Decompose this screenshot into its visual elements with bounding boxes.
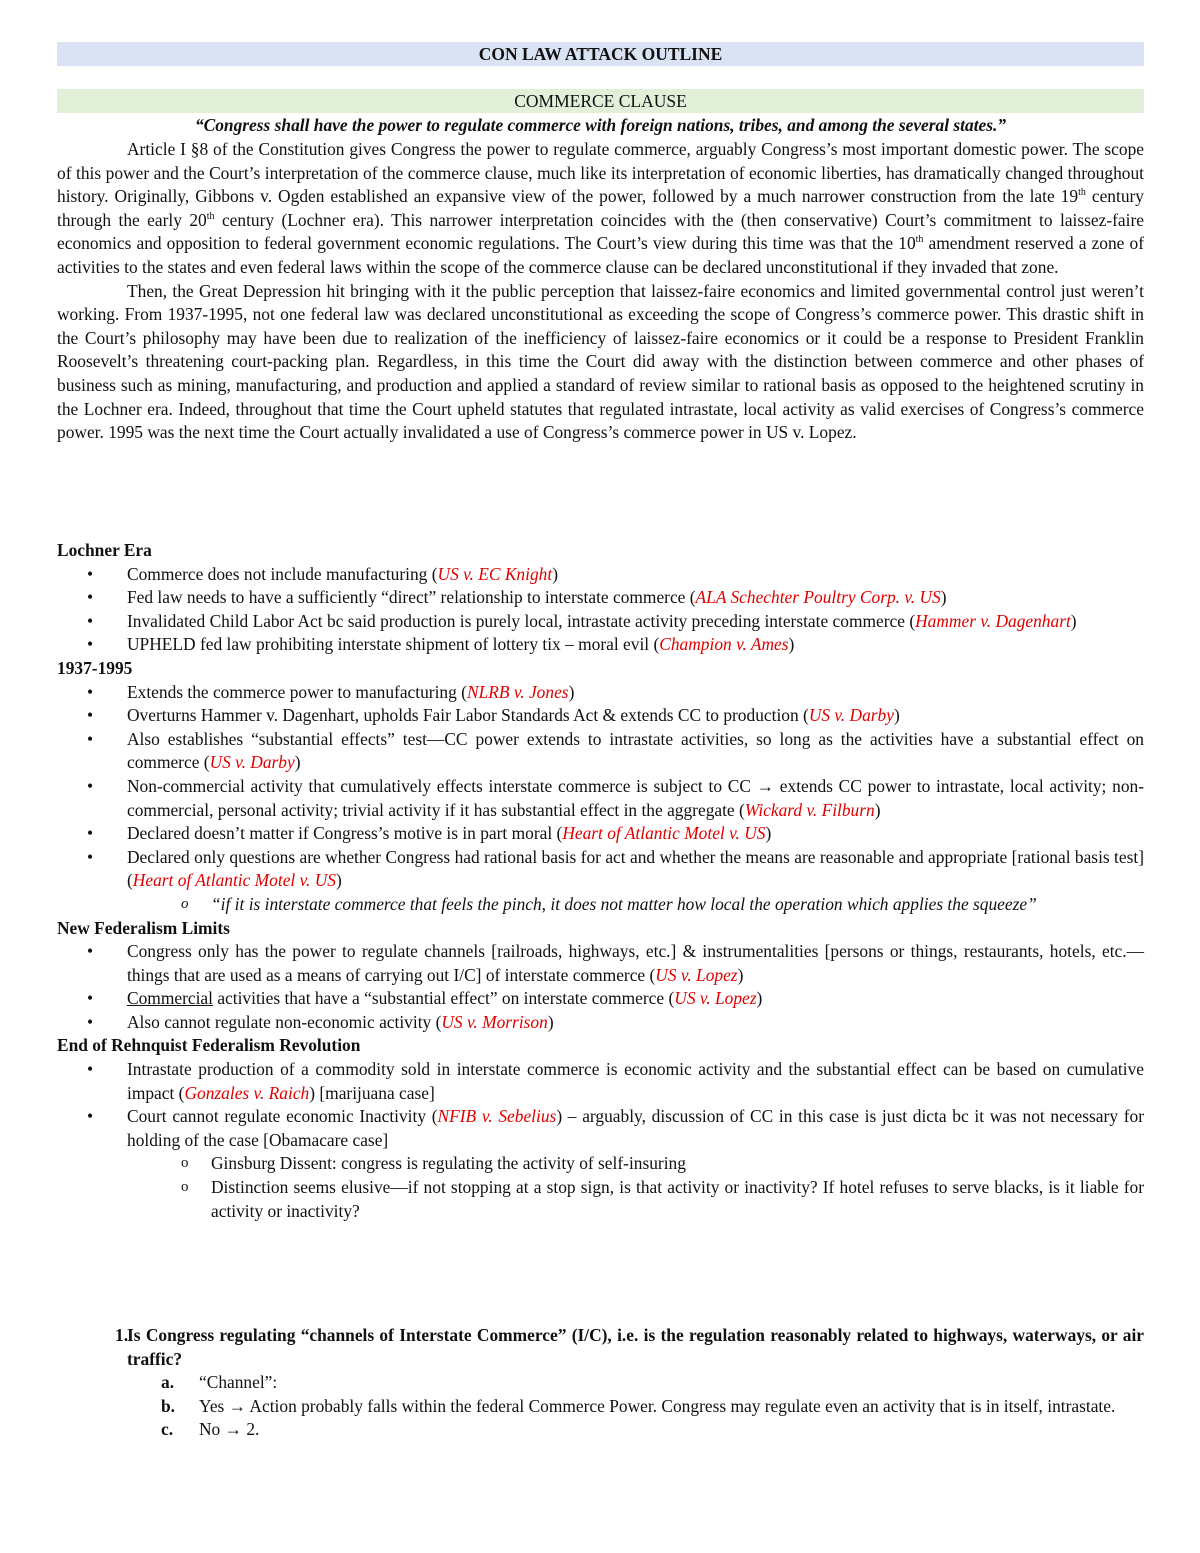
rehnquist-list (57, 1058, 1144, 1223)
list-item: • Invalidated Child Labor Act bc said production is purely local, intrastate activity preceding interstate commerce (Hammer v. Dagenhart) (57, 610, 1144, 634)
case-citation: Gonzales v. Raich (184, 1082, 310, 1103)
question-text: Is Congress regulating “channels of Interstate Commerce” (I/C), i.e. is the regulation reasonably related to highways, waterways, or air traffic? (127, 1325, 1144, 1369)
list-item: • Declared only questions are whether Congress had rational basis for act and whether the means are reasonable and appropriate [rational basis test] (Heart of Atlantic Motel v. US) o “if it is interstate commerce that feels the pinch, it does not matter how local the operation which applies the squeeze” (57, 846, 1144, 917)
list-item: • Congress only has the power to regulate channels [railroads, highways, etc.] & instrumentalities [persons or things, restaurants, hotels, etc.—things that are used as a means of carrying out I/C] of interstate commerce (US v. Lopez) (57, 940, 1144, 987)
case-citation: Hammer v. Dagenhart (915, 610, 1071, 631)
list-item: • UPHELD fed law prohibiting interstate shipment of lottery tix – moral evil (Champion v. Ames) (57, 633, 1144, 657)
question-number: 1. (115, 1325, 129, 1345)
list-item: • Court cannot regulate economic Inactivity (NFIB v. Sebelius) – arguably, discussion of CC in this case is just dicta bc it was not necessary for holding of the case [Obamacare case] o Ginsburg Dissent: congress is regulating the activity of self-insuring o Distinction seems elusive—if not stopping at a stop sign, is that activity or inactivity? If hotel refuses to serve blacks, is it liable for activity or inactivity? (57, 1105, 1144, 1223)
case-citation: US v. Lopez (674, 988, 757, 1009)
list-item: • Declared doesn’t matter if Congress’s motive is in part moral (Heart of Atlantic Motel v. US) (57, 822, 1144, 846)
case-citation: Heart of Atlantic Motel v. US (562, 823, 766, 844)
case-citation: Champion v. Ames (659, 634, 789, 655)
list-item: • Also cannot regulate non-economic activity (US v. Morrison) (57, 1011, 1144, 1035)
list-item: • Also establishes “substantial effects” test—CC power extends to intrastate activities, so long as the activities have a substantial effect on commerce (US v. Darby) (57, 728, 1144, 775)
case-citation: US v. Lopez (655, 964, 738, 985)
question-sub-items (127, 1371, 1144, 1442)
case-outline (57, 539, 1144, 1223)
heading-rehnquist: End of Rehnquist Federalism Revolution (57, 1035, 361, 1056)
list-item: • Overturns Hammer v. Dagenhart, upholds Fair Labor Standards Act & extends CC to production (US v. Darby) (57, 704, 1144, 728)
sub-list-item: o “if it is interstate commerce that feels the pinch, it does not matter how local the operation which applies the squeeze” (127, 893, 1144, 917)
lochner-list (57, 563, 1144, 657)
heading-new-federalism: New Federalism Limits (57, 917, 230, 938)
list-item: • Commerce does not include manufacturing (US v. EC Knight) (57, 563, 1144, 587)
question-sub-item: a. “Channel”: (161, 1372, 278, 1393)
heading-lochner-era: Lochner Era (57, 540, 152, 560)
question-1 (57, 1324, 1144, 1442)
list-item: • Fed law needs to have a sufficiently “direct” relationship to interstate commerce (ALA Schechter Poultry Corp. v. US) (57, 586, 1144, 610)
question-sub-item: c. No → 2. (161, 1419, 260, 1440)
case-citation: NFIB v. Sebelius (437, 1106, 557, 1127)
list-item: • Commercial activities that have a “substantial effect” on interstate commerce (US v. Lopez) (57, 987, 1144, 1011)
heading-1937-1995: 1937-1995 (57, 657, 133, 678)
case-citation: US v. Morrison (441, 1011, 548, 1032)
sub-list (127, 1152, 1144, 1223)
sub-list-item: o Ginsburg Dissent: congress is regulating the activity of self-insuring (127, 1152, 1144, 1176)
case-citation: Wickard v. Filburn (744, 799, 875, 820)
question-sub-item: b. Yes → Action probably falls within the federal Commerce Power. Congress may regulate even an activity that is in itself, intrastate. (161, 1395, 1116, 1416)
intro-paragraph-1: Article I §8 of the Constitution gives Congress the power to regulate commerce, arguably Congress’s most important domestic power. The scope of this power and the Court’s interpretation of the commerce clause, much like its interpretation of economic liberties, has dramatically changed throughout history. Originally, Gibbons v. Ogden established an expansive view of the power, followed by a much narrower construction from the late 19th century through the early 20th century (Lochner era). This narrower interpretation coincides with the (then conservative) Court’s commitment to laissez-faire economics and opposition to federal government economic regulations. The Court’s view during this time was that the 10th amendment reserved a zone of activities to the states and even federal laws within the scope of the commerce clause can be declared unconstitutional if they invaded that zone. (57, 139, 1145, 277)
section-heading-commerce-clause: COMMERCE CLAUSE (57, 89, 1144, 113)
intro-paragraph-2: Then, the Great Depression hit bringing with it the public perception that laissez-faire economics and limited governmental control just weren’t working. From 1937-1995, not one federal law was declared unconstitutional as exceeding the scope of Congress’s commerce power. This drastic shift in the Court’s philosophy may have been due to realization of the inefficiency of laissez-faire economics or it could be a response to President Franklin Roosevelt’s threatening court-packing plan. Regardless, in this time the Court did away with the distinction between commerce and other phases of business such as mining, manufacturing, and production and applied a standard of review similar to rational basis as opposed to the heightened scrutiny in the Lochner era. Indeed, throughout that time the Court upheld statutes that regulated intrastate, local activity as valid exercises of Congress’s commerce power. 1995 was the next time the Court actually invalidated a use of Congress’s commerce power in US v. Lopez. (57, 280, 1144, 443)
case-citation: ALA Schechter Poultry Corp. v. US (695, 587, 941, 608)
new-federalism-list (57, 940, 1144, 1034)
sub-list-item: o Distinction seems elusive—if not stopping at a stop sign, is that activity or inactivity? If hotel refuses to serve blacks, is it liable for activity or inactivity? (127, 1176, 1144, 1223)
list-item: • Non-commercial activity that cumulatively effects interstate commerce is subject to CC → extends CC power to intrastate, local activity; non-commercial, personal activity; trivial activity if it has substantial effect in the aggregate (Wickard v. Filburn) (57, 775, 1144, 822)
case-citation: NLRB v. Jones (466, 681, 569, 702)
case-citation: Heart of Atlantic Motel v. US (132, 870, 336, 891)
case-citation: US v. Darby (808, 705, 894, 726)
intro-text (57, 138, 1144, 445)
era-1937-list (57, 681, 1144, 917)
sub-list (127, 893, 1144, 917)
case-citation: US v. Darby (209, 752, 295, 773)
list-item: • Intrastate production of a commodity sold in interstate commerce is economic activity and the substantial effect can be based on cumulative impact (Gonzales v. Raich) [marijuana case] (57, 1058, 1144, 1105)
constitution-quote: “Congress shall have the power to regulate commerce with foreign nations, tribes, and among the several states.” (194, 115, 1007, 135)
list-item: • Extends the commerce power to manufacturing (NLRB v. Jones) (57, 681, 1144, 705)
case-citation: US v. EC Knight (437, 563, 553, 584)
outline-title: CON LAW ATTACK OUTLINE (57, 42, 1144, 66)
